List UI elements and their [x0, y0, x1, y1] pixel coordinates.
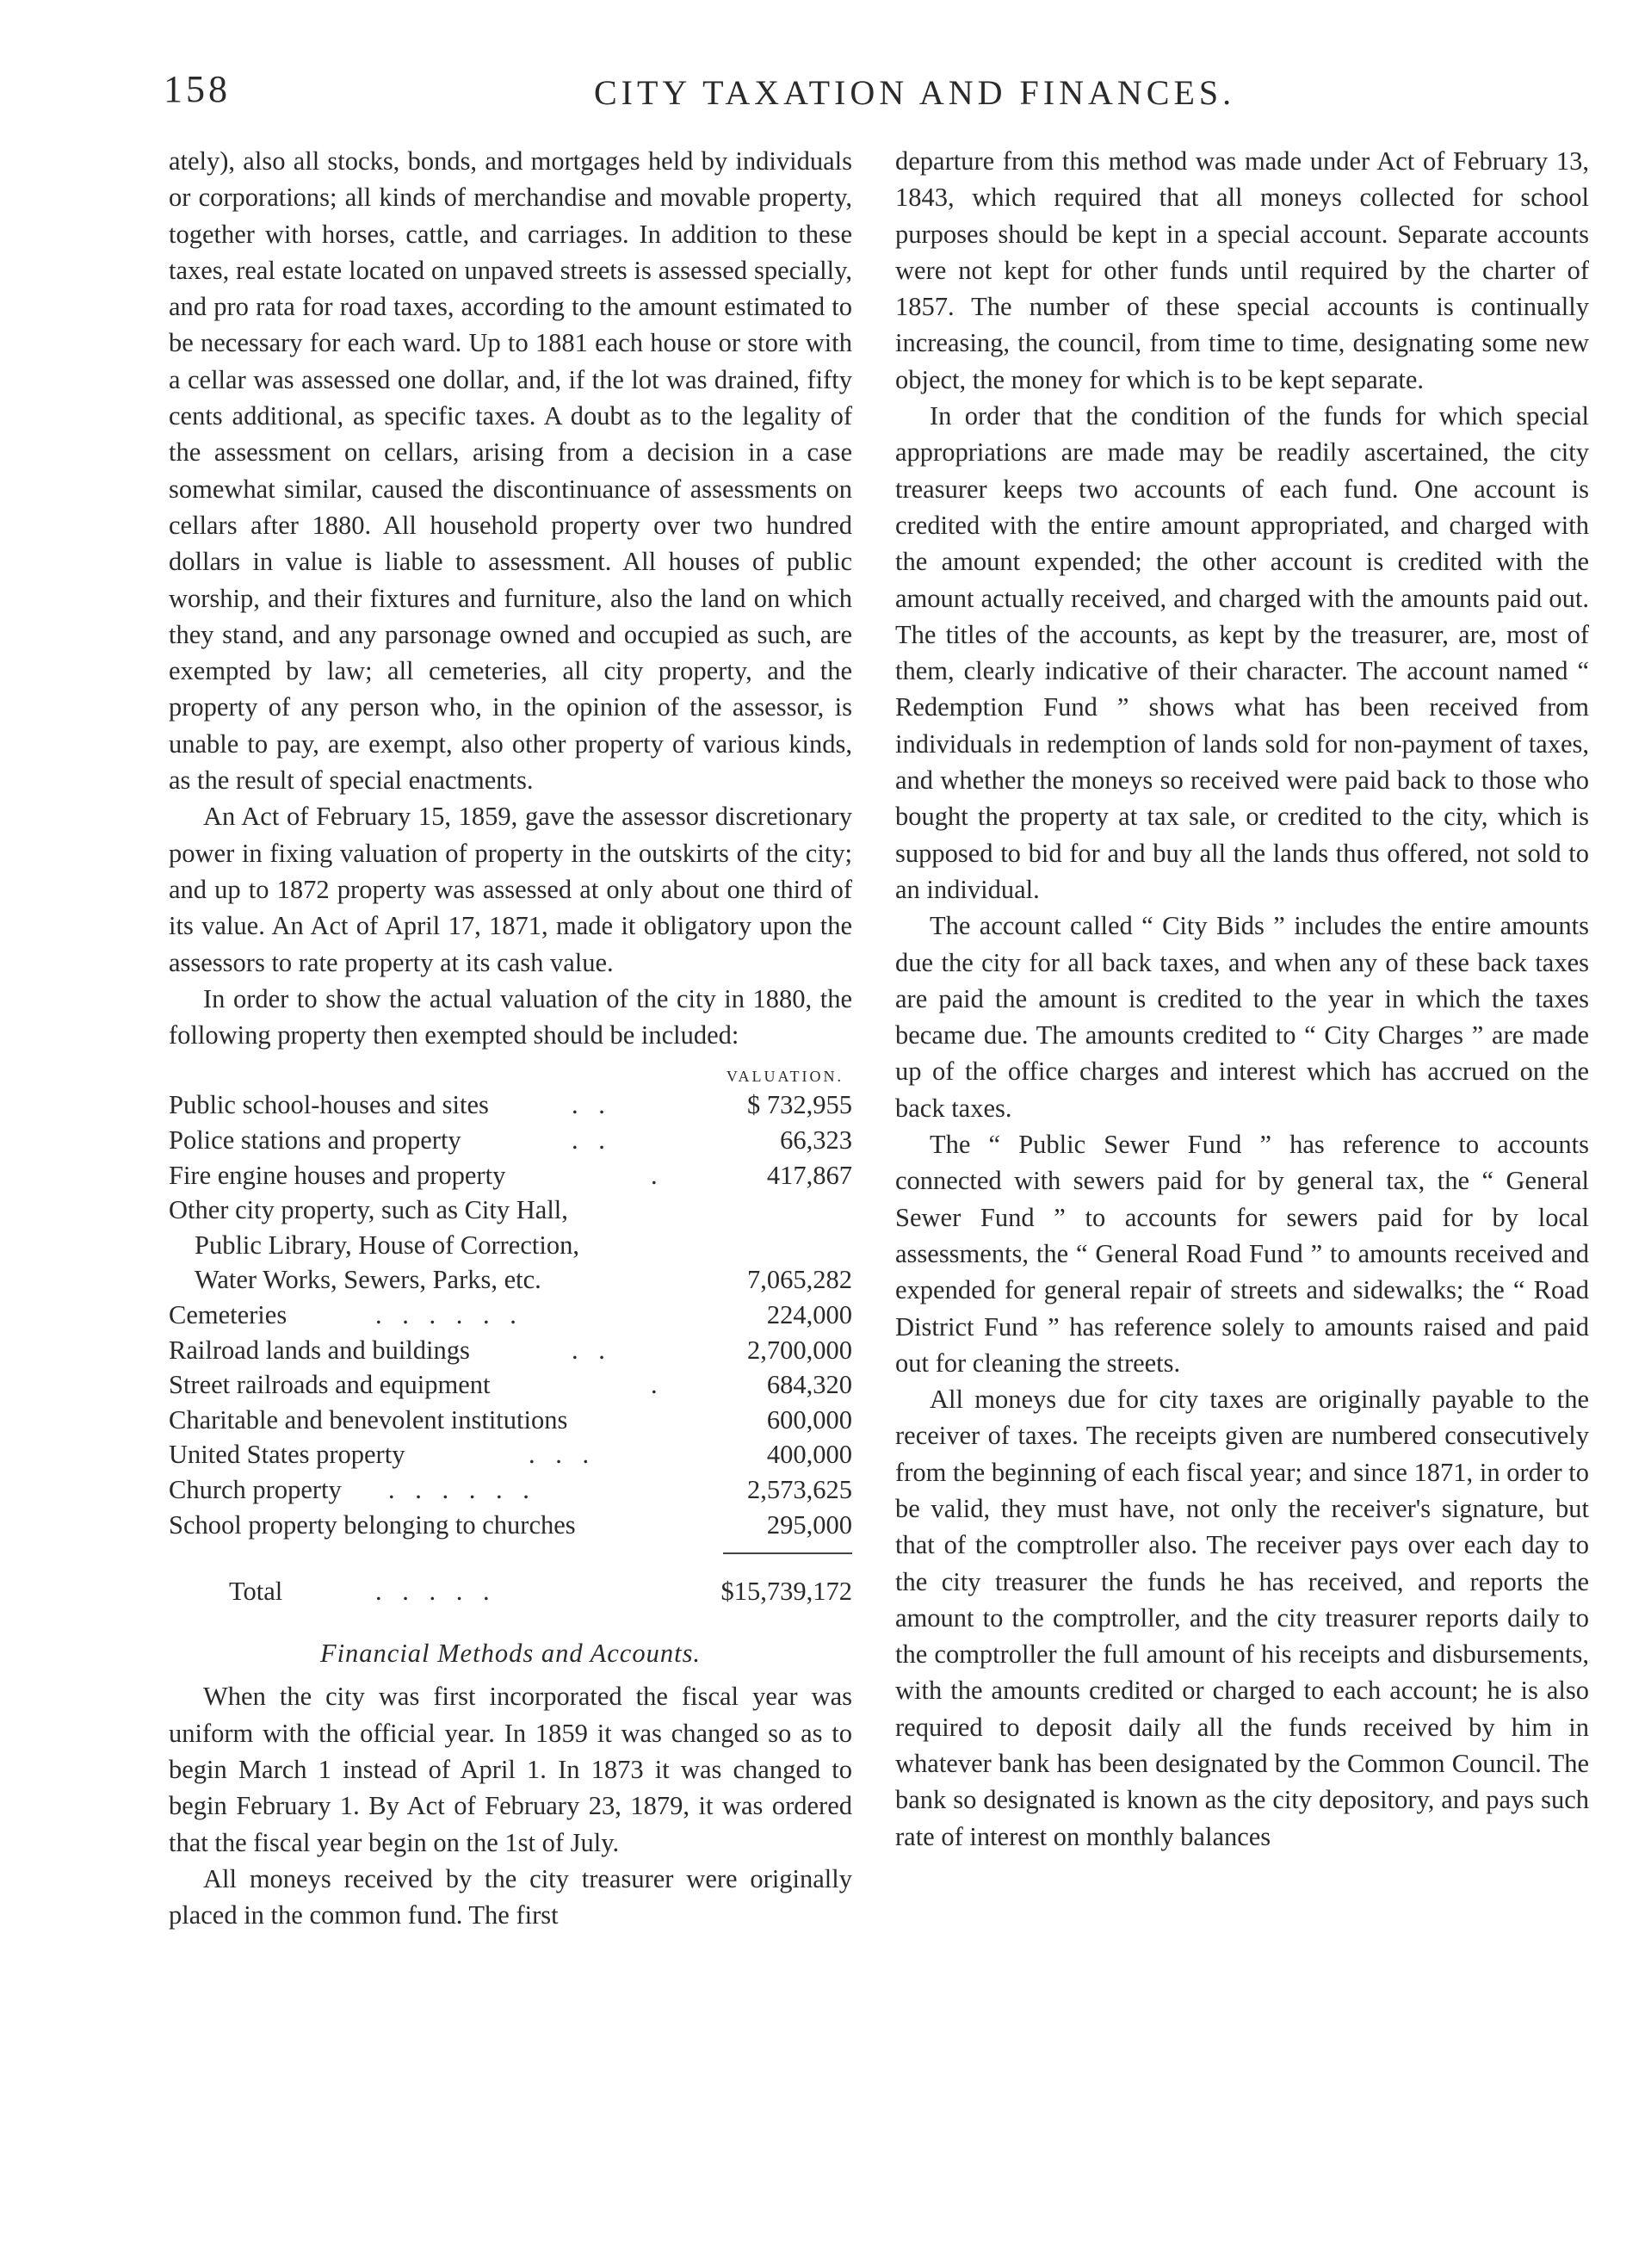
row-value: 400,000 — [766, 1440, 852, 1470]
section-heading: Financial Methods and Accounts. — [319, 1639, 702, 1669]
table-row — [169, 1158, 852, 1193]
sum-rule-row — [169, 1542, 852, 1561]
row-label: School property belonging to churches — [169, 1509, 576, 1540]
row-value: $ 732,955 — [747, 1090, 852, 1120]
row-value: 417,867 — [766, 1160, 852, 1190]
left-column — [169, 143, 852, 1934]
table-row — [169, 1472, 852, 1508]
valuation-column-header: VALUATION. — [726, 1068, 844, 1086]
leader-dots: . . . — [529, 1440, 597, 1470]
total-row — [169, 1561, 852, 1621]
row-value: 2,700,000 — [747, 1335, 852, 1365]
leader-dots: . . . . . . — [375, 1299, 523, 1329]
row-label: Police stations and property — [169, 1125, 461, 1156]
row-label: Street railroads and equipment — [169, 1370, 491, 1400]
paragraph: An Act of February 15, 1859, gave the assessor discretionary power in fixing valuation of property in the outskirts of the city; and up to 1872 property was assessed at only about one third of its value. An Act of April 17, 1871, made it obligatory upon the assessors to rate property at its cash value. — [169, 802, 852, 977]
paragraph: All moneys received by the city treasurer were originally placed in the common fund. The first — [169, 1863, 852, 1930]
right-column — [895, 143, 1589, 1855]
table-row — [169, 1228, 852, 1263]
sum-rule — [723, 1552, 852, 1554]
row-label: Other city property, such as City Hall, — [169, 1195, 568, 1225]
leader-dots: . . — [572, 1125, 612, 1156]
paragraph: When the city was first incorporated the fiscal year was uniform with the official year. In 1859 it was changed so as to begin March 1 instead of April 1. In 1873 it was changed to begin February 1. By Act of February 23, 1879, it was ordered that the fiscal year begin on the 1st of July. — [169, 1682, 852, 1857]
page-header — [164, 67, 1584, 119]
table-row — [169, 1193, 852, 1228]
row-value: 66,323 — [780, 1125, 852, 1156]
paragraph: All moneys due for city taxes are originally payable to the receiver of taxes. The receipts given are numbered consecutively from the beginning of each fiscal year; and since 1871, in order to be valid, they must have, not only the receiver's signature, but that of the comptroller also. The receiver pays over each day to the city treasurer the funds he has received, and reports the amount to the comptroller, and the city treasurer reports daily to the comptroller the full amount of his receipts and disbursements, with the amounts credited or charged to each account; he is also required to deposit daily all the funds received by him in whatever bank has been designated by the Common Council. The bank so designated is known as the city depository, and pays such rate of interest on monthly balances — [895, 1385, 1589, 1851]
row-label: Fire engine houses and property — [169, 1160, 506, 1190]
row-value: 224,000 — [766, 1299, 852, 1329]
table-row — [169, 1403, 852, 1438]
row-label: Church property — [169, 1474, 342, 1504]
row-value: 684,320 — [766, 1370, 852, 1400]
paragraph: In order that the condition of the funds for which special appropriations are made may be readily ascertained, the city treasurer keeps two accounts of each fund. One account is credited with the entire amount appropriated, and charged with the amount expended; the other account is credited with the amount actually received, and charged with the amounts paid out. The titles of the accounts, as kept by the treasurer, are, most of them, clearly indicative of their character. The account named “ Redemption Fund ” shows what has been received from individuals in redemption of lands sold for non-payment of taxes, and whether the moneys so received were paid back to those who bought the property at tax sale, or credited to the city, which is supposed to bid for and buy all the lands thus offered, not sold to an individual. — [895, 401, 1589, 904]
paragraph: In order to show the actual valuation of the city in 1880, the following property then exempted should be included: — [169, 983, 852, 1050]
paragraph: ately), also all stocks, bonds, and mortgages held by individuals or corporations; all kinds of merchandise and movable property, together with horses, cattle, and carriages. In addition to these taxes, real estate located on unpaved streets is assessed specially, and pro rata for road taxes, according to the amount estimated to be necessary for each ward. Up to 1881 each house or store with a cellar was assessed one dollar, and, if the lot was drained, fifty cents additional, as specific taxes. A doubt as to the legality of the assessment on cellars, arising from a decision in a case somewhat similar, caused the discontinuance of assessments on cellars after 1880. All household property over two hundred dollars in value is liable to assessment. All houses of public worship, and their fixtures and furniture, also the land on which they stand, and any parsonage owned and occupied as such, are exempted by law; all cemeteries, all city property, and the property of any person who, in the opinion of the assessor, is unable to pay, are exempt, also other property of various kinds, as the result of special enactments. — [169, 146, 852, 796]
page-number: 158 — [164, 68, 231, 110]
paragraph: The “ Public Sewer Fund ” has reference to accounts connected with sewers paid for by general tax, the “ General Sewer Fund ” to accounts for sewers paid for by local assessments, the “ General Road Fund ” to amounts received and expended for general repair of streets and sidewalks; the “ Road District Fund ” has reference solely to amounts raised and paid out for cleaning the streets. — [895, 1130, 1589, 1378]
table-row — [169, 1437, 852, 1472]
row-label: Cemeteries — [169, 1299, 288, 1329]
row-label: Public Library, House of Correction, — [195, 1230, 579, 1260]
table-row — [169, 1333, 852, 1368]
leader-dots: . — [651, 1160, 665, 1190]
row-label: Railroad lands and buildings — [169, 1335, 470, 1365]
paragraph: departure from this method was made under Act of February 13, 1843, which required that all moneys collected for school purposes should be kept in a special account. Separate accounts were not kept for other funds until required by the charter of 1857. The number of these special accounts is continually increasing, the council, from time to time, designating some new object, the money for which is to be kept separate. — [895, 146, 1589, 394]
row-value: 600,000 — [766, 1404, 852, 1435]
table-row — [169, 1262, 852, 1298]
table-row — [169, 1367, 852, 1403]
total-label: Total — [229, 1577, 283, 1607]
table-row — [169, 1508, 852, 1543]
row-value: 2,573,625 — [747, 1474, 852, 1504]
row-value: 7,065,282 — [747, 1265, 852, 1295]
leader-dots: . — [651, 1370, 665, 1400]
leader-dots: . . . . . . — [388, 1474, 536, 1504]
row-value: 295,000 — [766, 1509, 852, 1540]
leader-dots: . . — [572, 1335, 612, 1365]
table-row — [169, 1298, 852, 1333]
table-row — [169, 1123, 852, 1158]
table-row — [169, 1088, 852, 1123]
row-label: Charitable and benevolent institutions — [169, 1404, 568, 1435]
row-label: Public school-houses and sites — [169, 1090, 489, 1120]
valuation-table — [169, 1065, 852, 1621]
row-label: United States property — [169, 1440, 405, 1470]
leader-dots: . . . . . — [375, 1577, 497, 1607]
leader-dots: . . — [572, 1090, 612, 1120]
paragraph: The account called “ City Bids ” includes the entire amounts due the city for all back taxes, and when any of these back taxes are paid the amount is credited to the year in which the taxes became due. The amounts credited to “ City Charges ” are made up of the office charges and interest which has accrued on the back taxes. — [895, 911, 1589, 1123]
running-title: CITY TAXATION AND FINANCES. — [594, 73, 1236, 112]
row-label: Water Works, Sewers, Parks, etc. — [195, 1265, 541, 1295]
total-value: $15,739,172 — [720, 1577, 852, 1607]
